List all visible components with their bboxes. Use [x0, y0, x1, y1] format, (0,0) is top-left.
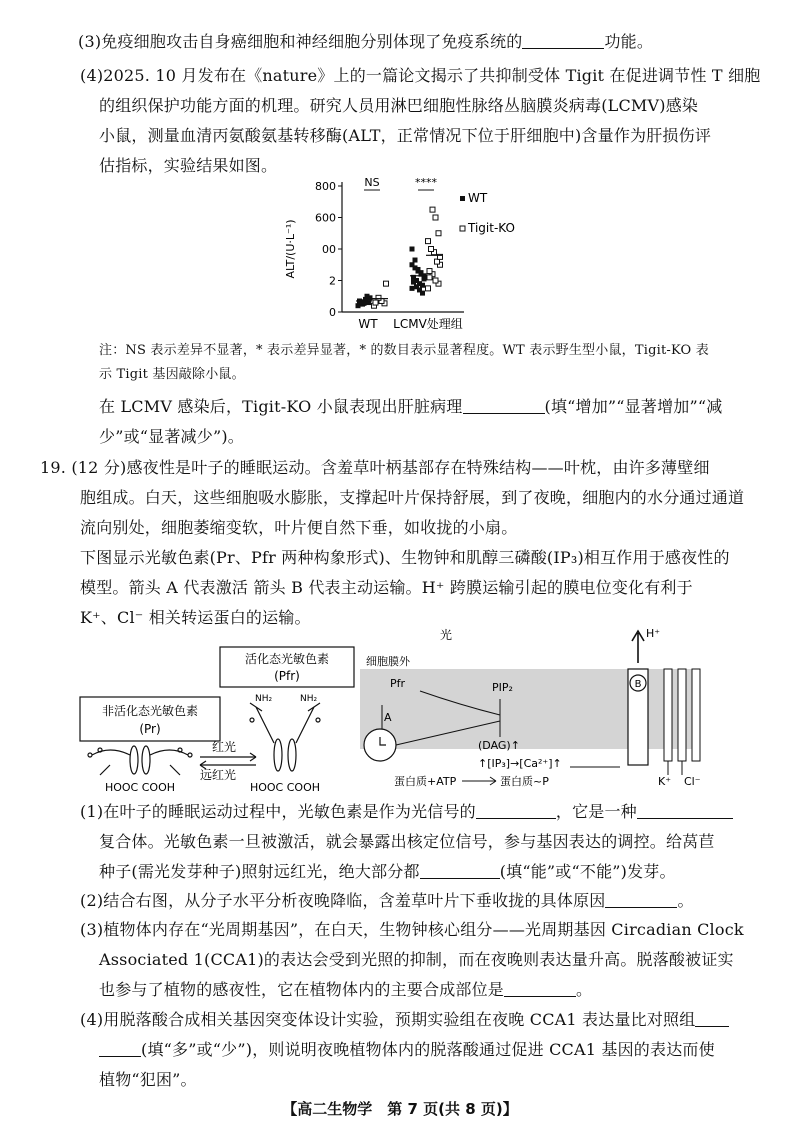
data-point-wt: [422, 276, 427, 281]
q19-part1-line3: 种子(需光发芽种子)照射远红光，绝大部分都 (填“能”或“不能”)发芽。: [99, 862, 676, 881]
q19-part4-line1: (4)用脱落酸合成相关基因突变体设计实验，预期实验组在夜晚 CCA1 表达量比对照组: [80, 1010, 729, 1030]
data-point-wt: [411, 280, 416, 285]
significance-label: ****: [415, 176, 437, 189]
q19-line4: 下图显示光敏色素(Pr、Pfr 两种构象形式)、生物钟和肌醇三磷酸(IP₃)相互作用于感夜性的: [80, 548, 730, 567]
page-footer: 【高二生物学 第 7 页(共 8 页)】: [282, 1100, 518, 1118]
nh2-right: NH₂: [300, 694, 318, 704]
pfr-label: Pfr: [390, 677, 406, 690]
q18-part4-line3: 小鼠，测量血清丙氨酸氨基转移酶(ALT，正常情况下位于肝细胞中)含量作为肝损伤评: [99, 126, 712, 145]
answer-blank[interactable]: [476, 803, 556, 819]
red-light-label: 红光: [212, 740, 237, 754]
light-label: 光: [440, 628, 453, 642]
data-point-wt: [416, 267, 421, 272]
h-ion-label: H⁺: [646, 627, 661, 640]
q19-part1-line1: (1)在叶子的睡眠运动过程中，光敏色素是作为光信号的 ，它是一种: [80, 802, 733, 822]
ion-channels-icon: [664, 669, 700, 775]
q19-line2: 胞组成。白天，这些细胞吸水膨胀，支撑起叶片保持舒展，到了夜晚，细胞内的水分通过通道: [80, 488, 745, 507]
answer-blank[interactable]: [605, 892, 677, 908]
pr-molecule-icon: [88, 746, 192, 775]
data-point-tigit-ko: [427, 275, 432, 280]
data-point-wt: [410, 262, 415, 267]
y-tick-label: 0: [329, 306, 336, 319]
q19-part4-line3: 植物“犯困”。: [99, 1070, 197, 1089]
legend-marker-tigit-ko: [460, 226, 465, 231]
q18-part4-line1: (4)2025. 10 月发布在《nature》上的一篇论文揭示了共抑制受体 Tigit 在促进调节性 T 细胞: [80, 66, 761, 85]
answer-blank[interactable]: [522, 33, 604, 49]
pip2-label: PIP₂: [492, 681, 513, 694]
q19-line5: 模型。箭头 A 代表激活 箭头 B 代表主动运输。H⁺ 跨膜运输引起的膜电位变化有利于: [80, 578, 693, 597]
active-phytochrome-sub: (Pfr): [274, 669, 300, 683]
inactive-phytochrome-sub: (Pr): [139, 722, 161, 736]
data-point-wt: [413, 258, 418, 263]
phytochrome-diagram: [60, 625, 760, 800]
data-point-wt: [414, 284, 419, 289]
q19-line6: K⁺、Cl⁻ 相关转运蛋白的运输。: [80, 608, 311, 627]
q18-part3: (3)免疫细胞攻击自身癌细胞和神经细胞分别体现了免疫系统的 功能。: [78, 32, 654, 51]
protein-atp-label: 蛋白质+ATP: [394, 775, 457, 788]
answer-blank[interactable]: [420, 863, 500, 879]
data-point-tigit-ko: [426, 239, 431, 244]
pr-cooh-label: HOOC COOH: [104, 781, 176, 794]
answer-blank[interactable]: [637, 803, 733, 819]
x-tick-label: WT: [358, 317, 378, 331]
data-point-tigit-ko: [433, 215, 438, 220]
k-ion-label: K⁺: [658, 775, 672, 788]
y-tick-label: 00: [322, 243, 336, 256]
q18-part4-line4: 估指标，实验结果如图。: [99, 156, 278, 175]
inactive-phytochrome-label: 非活化态光敏色素: [101, 704, 199, 718]
far-red-light-label: 远红光: [200, 768, 237, 782]
q19-part3-line1: (3)植物体内存在“光周期基因”，在白天，生物钟核心组分——光周期基因 Circadian Clock: [80, 920, 744, 939]
answer-blank[interactable]: [695, 1011, 729, 1027]
q19-line1: 19. (12 分)感夜性是叶子的睡眠运动。含羞草叶柄基部存在特殊结构——叶枕，由许多薄壁细: [40, 458, 710, 477]
y-tick-label: 800: [315, 180, 336, 193]
protein-p-label: 蛋白质~P: [500, 775, 549, 788]
cl-ion-label: Cl⁻: [684, 775, 701, 788]
significance-label: NS: [364, 176, 380, 189]
dag-label: (DAG)↑: [478, 739, 520, 752]
q19-part3-line3: 也参与了植物的感夜性，它在植物体内的主要合成部位是 。: [99, 980, 593, 999]
data-point-wt: [359, 299, 364, 304]
data-point-tigit-ko: [436, 231, 441, 236]
q18-part4-line2: 的组织保护功能方面的机理。研究人员用淋巴细胞性脉络丛脑膜炎病毒(LCMV)感染: [99, 96, 699, 115]
answer-blank[interactable]: [463, 398, 545, 414]
a-label: A: [384, 711, 392, 724]
q19-part2: (2)结合右图，从分子水平分析夜晚降临，含羞草叶片下垂收拢的具体原因 。: [80, 891, 694, 910]
data-point-tigit-ko: [426, 286, 431, 291]
data-point-wt: [365, 294, 370, 299]
y-axis-label: ALT/(U·L⁻¹): [284, 219, 297, 279]
active-phytochrome-label: 活化态光敏色素: [244, 652, 330, 666]
b-label: B: [634, 679, 642, 690]
legend-marker-wt: [460, 196, 465, 201]
data-point-tigit-ko: [429, 247, 434, 252]
answer-blank[interactable]: [504, 981, 576, 997]
pfr-molecule-icon: [250, 703, 320, 771]
nh2-left: NH₂: [255, 694, 273, 704]
data-point-wt: [410, 286, 415, 291]
outside-label: 细胞膜外: [366, 655, 410, 668]
chart-note-line2: 示 Tigit 基因敲除小鼠。: [99, 367, 245, 382]
y-tick-label: 2: [329, 274, 336, 288]
pfr-cooh-label: HOOC COOH: [249, 781, 321, 794]
data-point-tigit-ko: [427, 269, 432, 274]
data-point-tigit-ko: [373, 300, 378, 305]
data-point-tigit-ko: [430, 207, 435, 212]
q19-part1-line2: 复合体。光敏色素一旦被激活，就会暴露出核定位信号，参与基因表达的调控。给莴苣: [99, 832, 715, 851]
answer-blank[interactable]: [99, 1041, 141, 1057]
ip3-label: ↑[IP₃]→[Ca²⁺]↑: [478, 757, 562, 770]
x-tick-label: LCMV处理组: [393, 317, 463, 331]
q18-question-line1: 在 LCMV 感染后，Tigit-KO 小鼠表现出肝脏病理 (填“增加”“显著增加”“减: [99, 397, 723, 416]
legend-label-tigit-ko: Tigit-KO: [468, 221, 515, 235]
legend-label-wt: WT: [468, 191, 488, 205]
y-tick-label: 600: [315, 211, 336, 225]
q19-part4-line2: (填“多”或“少”)，则说明夜晚植物体内的脱落酸通过促进 CCA1 基因的表达而使: [99, 1040, 715, 1060]
cell-membrane: [360, 669, 700, 749]
data-point-tigit-ko: [384, 281, 389, 286]
q19-part3-line2: Associated 1(CCA1)的表达会受到光照的抑制，而在夜晚则表达量升高。脱落酸被证实: [99, 950, 734, 969]
q18-question-line2: 少”或“显著减少”)。: [99, 427, 244, 446]
data-point-tigit-ko: [433, 278, 438, 283]
chart-note-line1: 注：NS 表示差异不显著，* 表示差异显著，* 的数目表示显著程度。WT 表示野生型小鼠，Tigit-KO 表: [99, 343, 709, 358]
q19-line3: 流向别处，细胞萎缩变软，叶片便自然下垂，如收拢的小扇。: [80, 518, 518, 537]
data-point-wt: [410, 247, 415, 252]
alt-scatter-chart: [280, 170, 540, 340]
